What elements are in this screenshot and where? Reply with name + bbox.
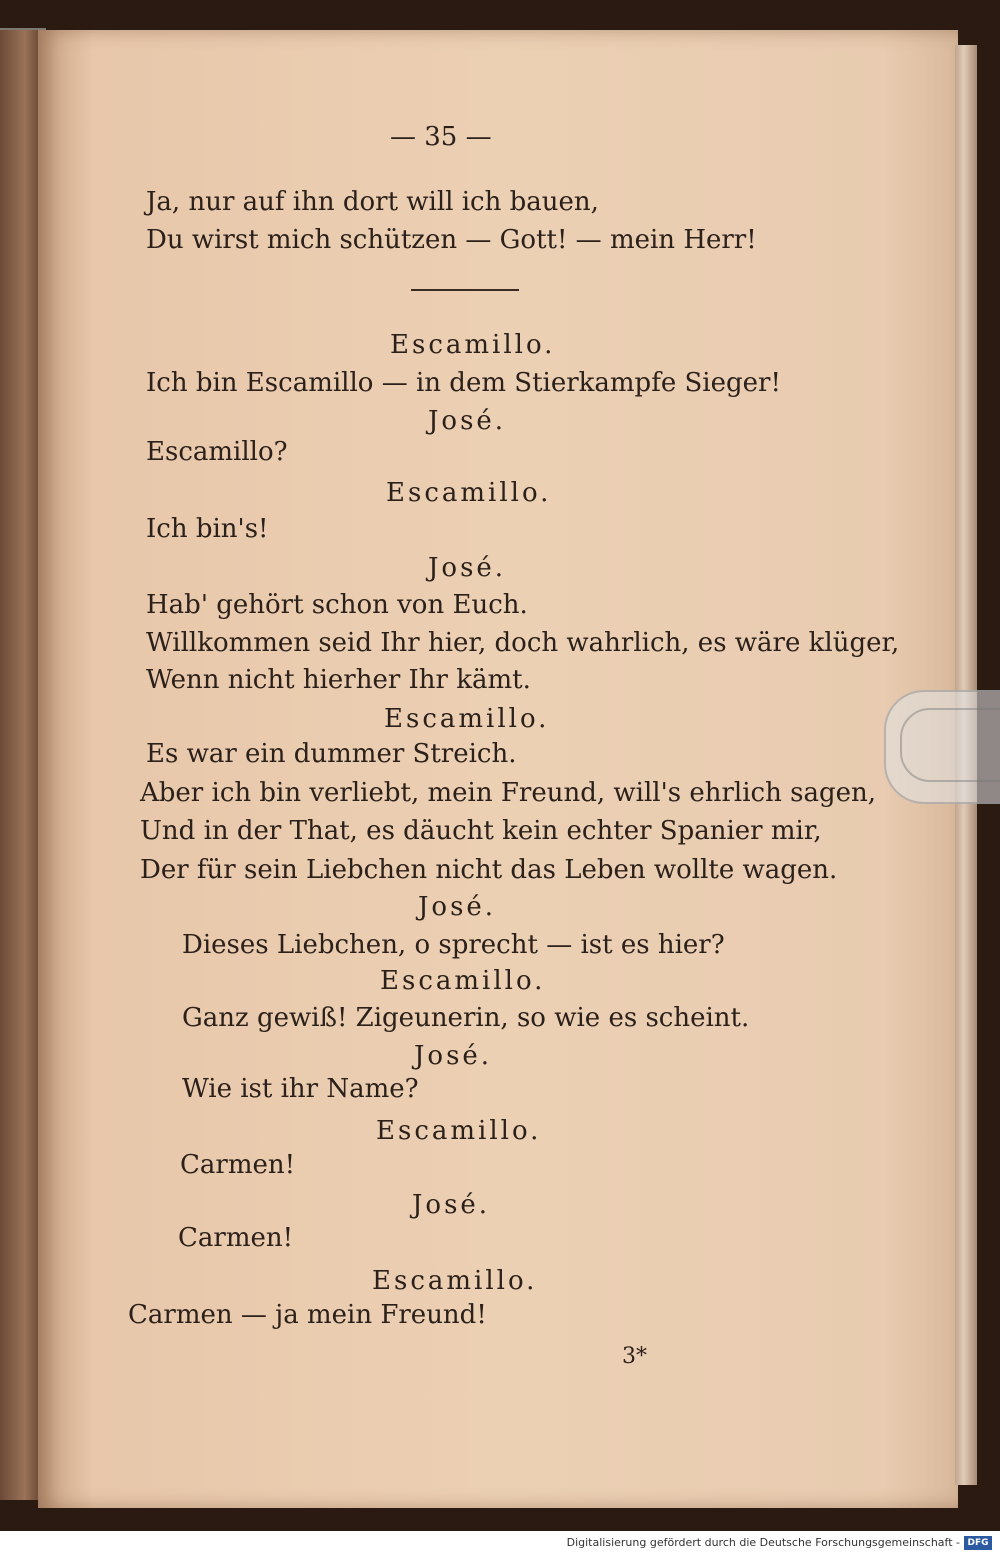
verse-line: Wenn nicht hierher Ihr kämt.	[146, 665, 531, 695]
speaker-name: José.	[428, 406, 507, 436]
verse-line: Willkommen seid Ihr hier, doch wahrlich, es wäre klüger,	[146, 628, 900, 658]
footer-credit: Digitalisierung gefördert durch die Deutsche Forschungsgemeinschaft -	[566, 1536, 960, 1549]
signature-mark: 3*	[622, 1344, 647, 1369]
verse-line: Du wirst mich schützen — Gott! — mein Herr!	[146, 225, 757, 255]
speaker-name: José.	[418, 892, 497, 922]
verse-line: Und in der That, es däucht kein echter Spanier mir,	[140, 816, 822, 846]
footer-bar	[0, 1531, 1000, 1553]
verse-line: Escamillo?	[146, 437, 288, 467]
verse-line: Carmen — ja mein Freund!	[128, 1300, 487, 1330]
speaker-name: Escamillo.	[386, 478, 552, 508]
speaker-name: Escamillo.	[384, 704, 550, 734]
speaker-name: Escamillo.	[372, 1266, 538, 1296]
speaker-name: Escamillo.	[380, 966, 546, 996]
plastic-page-clip-inner	[900, 708, 1000, 782]
verse-line: Ich bin Escamillo — in dem Stierkampfe Sieger!	[146, 368, 781, 398]
verse-line: Ich bin's!	[146, 514, 269, 544]
speaker-name: Escamillo.	[390, 330, 556, 360]
section-divider	[411, 289, 519, 291]
speaker-name: José.	[412, 1190, 491, 1220]
page-number-header: — 35 —	[390, 122, 492, 152]
verse-line: Wie ist ihr Name?	[182, 1074, 419, 1104]
verse-line: Es war ein dummer Streich.	[146, 739, 517, 769]
verse-line: Ganz gewiß! Zigeunerin, so wie es scheint.	[182, 1003, 750, 1033]
verse-line: Aber ich bin verliebt, mein Freund, will's ehrlich sagen,	[140, 778, 876, 808]
speaker-name: José.	[428, 553, 507, 583]
verse-line: Carmen!	[180, 1150, 296, 1180]
dfg-logo: DFG	[964, 1536, 992, 1550]
verse-line: Ja, nur auf ihn dort will ich bauen,	[146, 187, 599, 217]
speaker-name: Escamillo.	[376, 1116, 542, 1146]
speaker-name: José.	[414, 1041, 493, 1071]
verse-line: Der für sein Liebchen nicht das Leben wollte wagen.	[140, 855, 838, 885]
verse-line: Dieses Liebchen, o sprecht — ist es hier?	[182, 930, 725, 960]
verse-line: Hab' gehört schon von Euch.	[146, 590, 528, 620]
verse-line: Carmen!	[178, 1223, 294, 1253]
